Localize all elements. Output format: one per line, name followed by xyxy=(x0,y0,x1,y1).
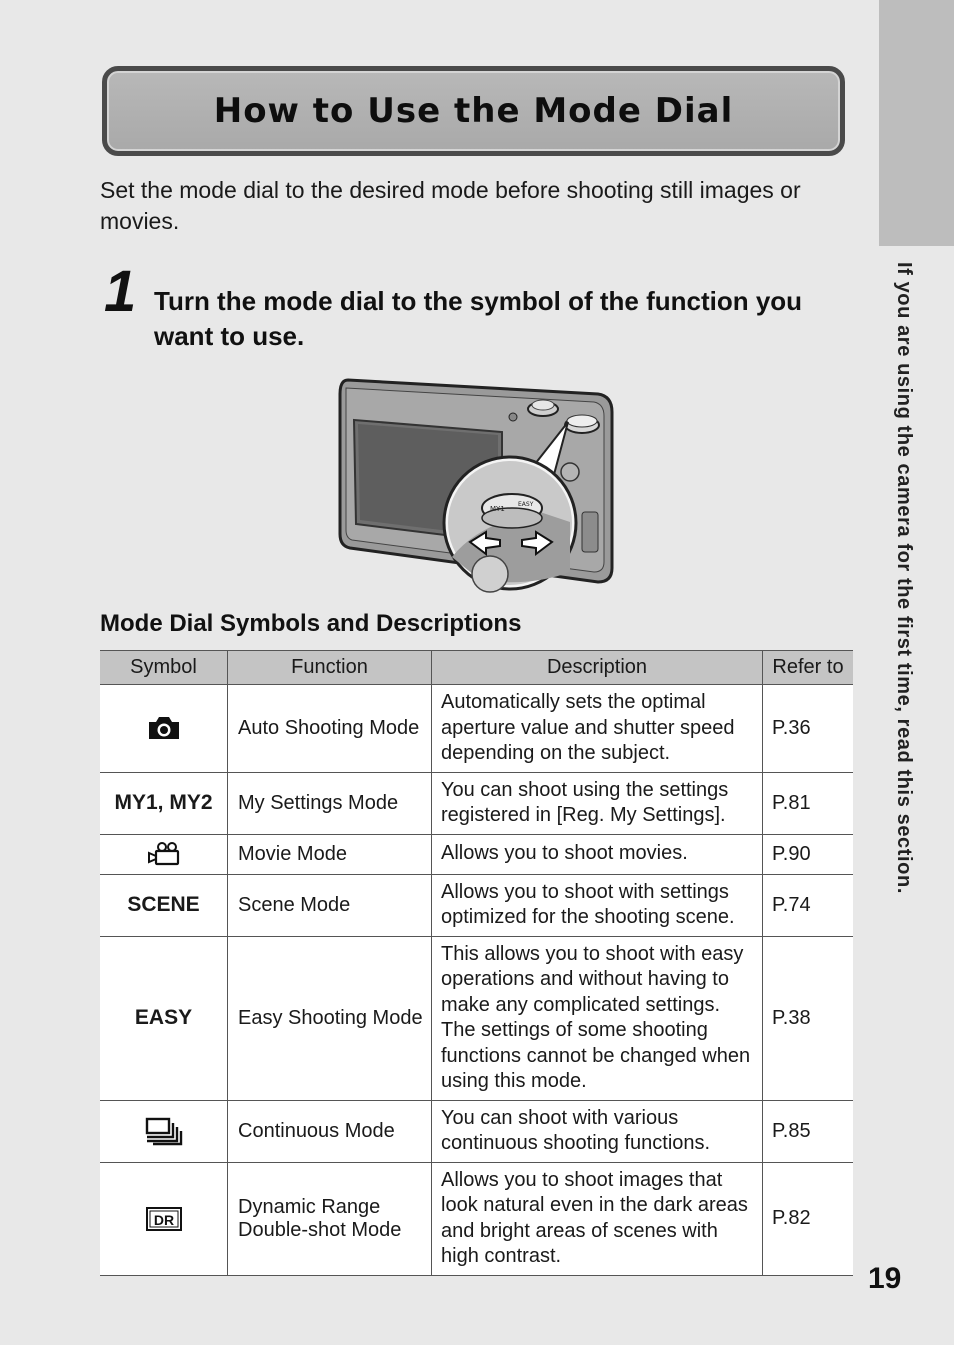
description-cell: You can shoot with various continuous shooting functions. xyxy=(432,1100,763,1162)
description-cell: Allows you to shoot images that look natural even in the dark areas and bright areas of scenes with high contrast. xyxy=(432,1162,763,1275)
step-instruction: Turn the mode dial to the symbol of the function you want to use. xyxy=(154,286,803,351)
description-cell: This allows you to shoot with easy operations and without having to make any complicated settings. The settings of some shooting functions cannot be changed when using this mode. xyxy=(432,936,763,1100)
reference-cell: P.81 xyxy=(763,772,854,834)
table-row xyxy=(100,834,853,874)
reference-cell: P.82 xyxy=(763,1162,854,1275)
reference-cell: P.90 xyxy=(763,834,854,874)
description-cell: Allows you to shoot with settings optimized for the shooting scene. xyxy=(432,874,763,936)
header-description: Description xyxy=(432,651,763,685)
function-cell: Dynamic Range Double-shot Mode xyxy=(228,1162,432,1275)
dial-label-my: MY1 xyxy=(490,505,505,513)
table-row xyxy=(100,1162,853,1275)
function-cell: Movie Mode xyxy=(228,834,432,874)
table-row xyxy=(100,936,853,1100)
function-cell: Continuous Mode xyxy=(228,1100,432,1162)
dial-label-easy: EASY xyxy=(518,501,534,508)
description-cell: Automatically sets the optimal aperture value and shutter speed depending on the subject. xyxy=(432,685,763,773)
table-row xyxy=(100,874,853,936)
table-row xyxy=(100,1100,853,1162)
symbol-cell xyxy=(100,685,228,773)
header-refer-to: Refer to xyxy=(763,651,854,685)
header-symbol: Symbol xyxy=(100,651,228,685)
function-cell: Scene Mode xyxy=(228,874,432,936)
reference-cell: P.74 xyxy=(763,874,854,936)
symbol-cell xyxy=(100,1162,228,1275)
reference-cell: P.36 xyxy=(763,685,854,773)
continuous-mode-icon xyxy=(144,1116,184,1146)
table-row xyxy=(100,685,853,773)
table-row xyxy=(100,772,853,834)
symbol-cell: MY1, MY2 xyxy=(100,772,228,834)
title-banner xyxy=(102,66,845,156)
reference-cell: P.85 xyxy=(763,1100,854,1162)
table-header-row xyxy=(100,651,853,685)
function-cell: My Settings Mode xyxy=(228,772,432,834)
dr-icon xyxy=(145,1206,183,1232)
symbol-cell: EASY xyxy=(100,936,228,1100)
function-cell: Easy Shooting Mode xyxy=(228,936,432,1100)
movie-camera-icon xyxy=(147,841,181,867)
table-heading: Mode Dial Symbols and Descriptions xyxy=(100,610,522,637)
section-side-label: If you are using the camera for the first time, read this section. xyxy=(893,262,915,894)
mode-dial-table xyxy=(100,650,853,1276)
camera-mode-dial-illustration xyxy=(330,372,620,594)
header-function: Function xyxy=(228,651,432,685)
page-number: 19 xyxy=(868,1262,902,1295)
intro-paragraph: Set the mode dial to the desired mode before shooting still images or movies. xyxy=(100,177,801,234)
step-number: 1 xyxy=(104,259,137,324)
description-cell: You can shoot using the settings registered in [Reg. My Settings]. xyxy=(432,772,763,834)
page-title: How to Use the Mode Dial xyxy=(213,91,734,131)
symbol-cell: SCENE xyxy=(100,874,228,936)
function-cell: Auto Shooting Mode xyxy=(228,685,432,773)
symbol-cell xyxy=(100,834,228,874)
section-tab-marker xyxy=(879,0,954,246)
dr-icon-label: DR xyxy=(153,1211,174,1228)
reference-cell: P.38 xyxy=(763,936,854,1100)
camera-icon xyxy=(147,716,181,740)
symbol-cell xyxy=(100,1100,228,1162)
description-cell: Allows you to shoot movies. xyxy=(432,834,763,874)
